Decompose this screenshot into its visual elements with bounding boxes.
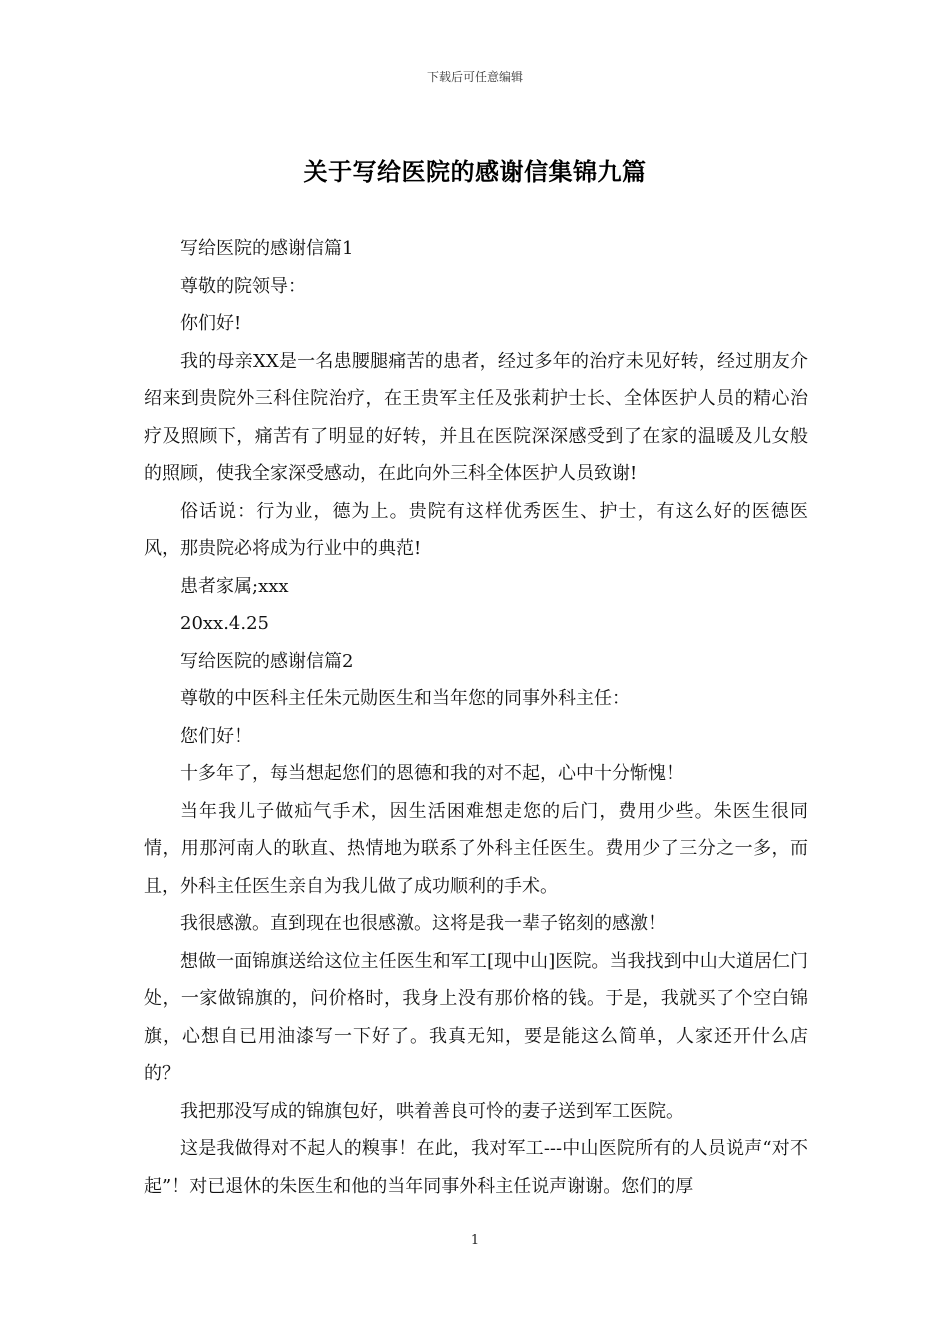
document-title: 关于写给医院的感谢信集锦九篇 xyxy=(303,158,647,186)
header-note: 下载后可任意编辑 xyxy=(426,70,523,84)
body-paragraph: 当年我儿子做疝气手术，因生活困难想走您的后门，费用少些。朱医生很同情，用那河南人的耿直、热情地为联系了外科主任医生。费用少了三分之一多，而且，外科主任医生亲自为我儿做了成功顺利的手术。 xyxy=(144,800,808,897)
salutation: 尊敬的院领导： xyxy=(180,275,306,297)
body-paragraph: 我把那没写成的锦旗包好，哄着善良可怜的妻子送到军工医院。 xyxy=(180,1100,684,1122)
body-paragraph: 这是我做得对不起人的糗事！在此，我对军工---中山医院所有的人员说声“对不起”！对已退休的朱医生和他的当年同事外科主任说声谢谢。您们的厚 xyxy=(144,1138,808,1197)
date-line: 20xx.4.25 xyxy=(180,613,270,634)
section-heading: 写给医院的感谢信篇1 xyxy=(180,238,354,259)
section-heading: 写给医院的感谢信篇2 xyxy=(180,650,354,672)
document-body xyxy=(144,230,808,1205)
body-paragraph: 我的母亲XX是一名患腰腿痛苦的患者，经过多年的治疗未见好转，经过朋友介绍来到贵院外三科住院治疗，在王贵军主任及张莉护士长、全体医护人员的精心治疗及照顾下，痛苦有了明显的好转，并且在医院深深感受到了在家的温暖及儿女般的照顾，使我全家深受感动，在此向外三科全体医护人员致谢! xyxy=(144,350,808,484)
signature: 患者家属;xxx xyxy=(180,575,289,597)
salutation: 尊敬的中医科主任朱元勋医生和当年您的同事外科主任： xyxy=(180,688,630,709)
body-paragraph: 十多年了，每当想起您们的恩德和我的对不起，心中十分惭愧！ xyxy=(180,763,684,784)
body-paragraph: 想做一面锦旗送给这位主任医生和军工[现中山]医院。当我找到中山大道居仁门处，一家做锦旗的，问价格时，我身上没有那价格的钱。于是，我就买了个空白锦旗，心想自已用油漆写一下好了。我真无知，要是能这么简单，人家还开什么店的？ xyxy=(144,950,808,1084)
greeting: 你们好! xyxy=(180,313,242,334)
page-number: 1 xyxy=(470,1233,480,1248)
body-paragraph: 俗话说：行为业，德为上。贵院有这样优秀医生、护士，有这么好的医德医风，那贵院必将成为行业中的典范! xyxy=(144,500,808,559)
body-paragraph: 我很感激。直到现在也很感激。这将是我一辈子铭刻的感激！ xyxy=(180,913,666,934)
greeting: 您们好！ xyxy=(180,725,252,747)
